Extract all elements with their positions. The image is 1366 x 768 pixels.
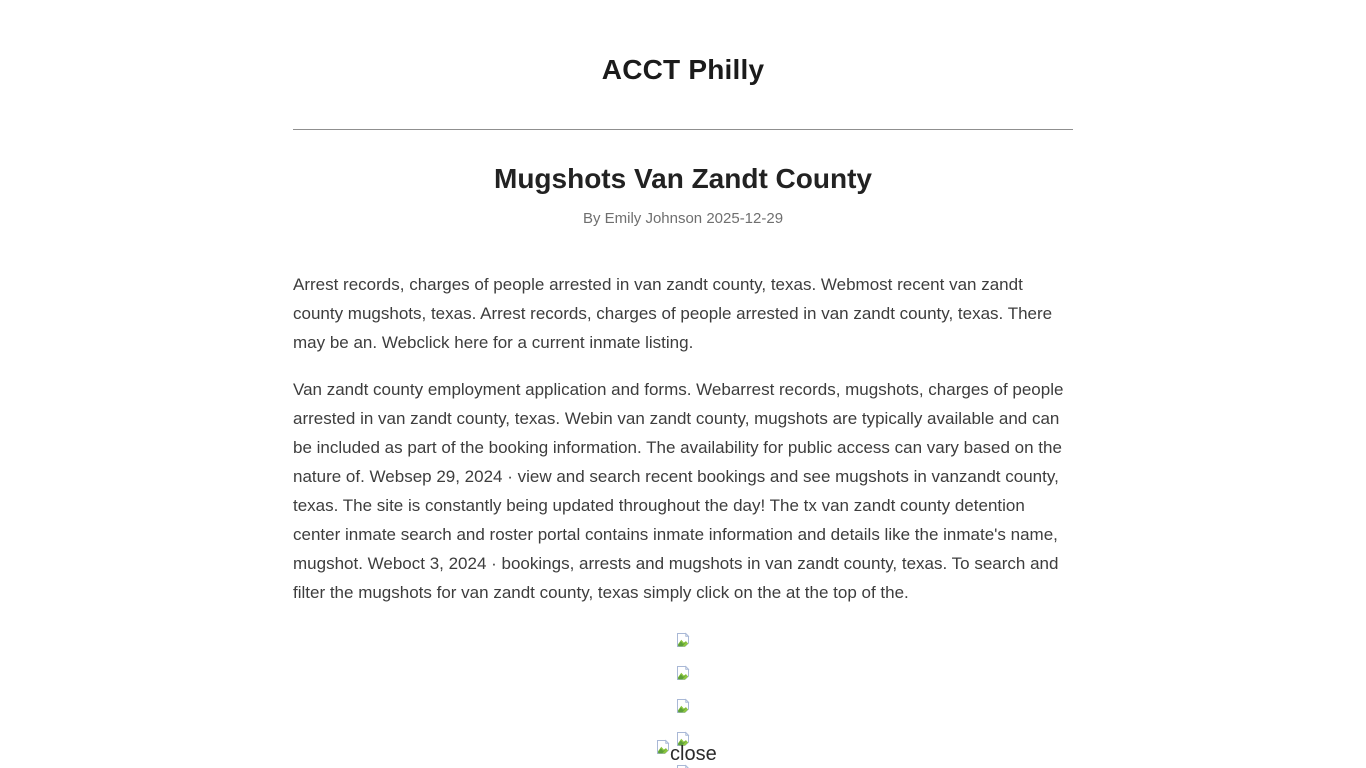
article-title: Mugshots Van Zandt County: [494, 163, 872, 194]
article-body: [293, 270, 1073, 607]
article-paragraph: Arrest records, charges of people arrested in van zandt county, texas. Webmost recent van zandt county mugshots, texas. Arrest records, charges of people arrested in van zandt county, texas. There may be an. Webclick here for a current inmate listing.: [293, 275, 1053, 352]
broken-image-icon: [675, 665, 691, 681]
article-byline: By Emily Johnson 2025-12-29: [582, 210, 784, 227]
site-title: ACCT Philly: [601, 54, 765, 85]
close-button[interactable]: [655, 739, 717, 765]
header-divider: [293, 129, 1073, 130]
broken-image-icon: [655, 739, 671, 755]
close-alt-text: close: [670, 743, 717, 765]
broken-image-icon: [675, 698, 691, 714]
broken-image-icon: [675, 764, 691, 768]
broken-image-icon: [675, 632, 691, 648]
article-paragraph: Van zandt county employment application and forms. Webarrest records, mugshots, charges of people arrested in van zandt county, texas. Webin van zandt county, mugshots are typically available and can be included as part of the booking information. The availability for public access can vary based on the nature of. Websep 29, 2024 · view and search recent bookings and see mugshots in vanzandt county, texas. The site is constantly being updated throughout the day! The tx van zandt county detention center inmate search and roster portal contains inmate information and details like the inmate's name, mugshot. Weboct 3, 2024 · bookings, arrests and mugshots in van zandt county, texas. To search and filter the mugshots for van zandt county, texas simply click on the at the top of the.: [293, 380, 1064, 602]
article-page: [293, 50, 1073, 768]
failed-images-column: [293, 625, 1073, 768]
